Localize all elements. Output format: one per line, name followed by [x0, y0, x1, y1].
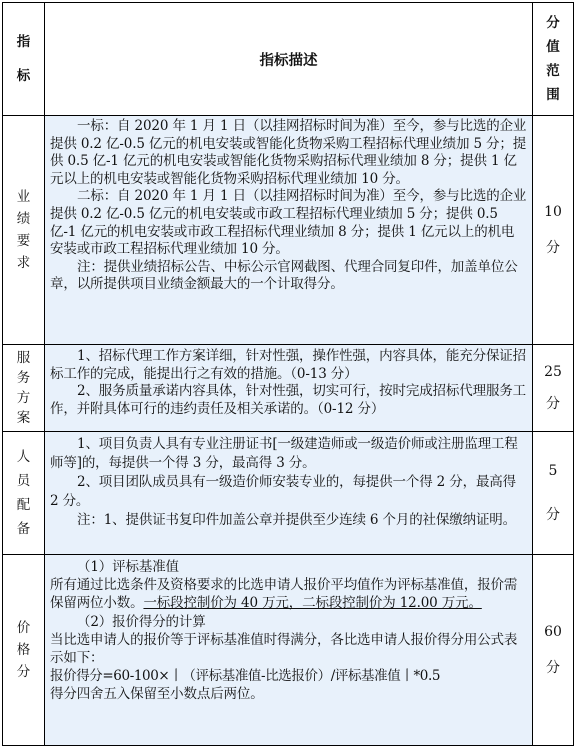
score-value: 5 — [548, 463, 558, 479]
row-description-service-plan — [44, 344, 533, 432]
row-label-performance — [2, 115, 45, 345]
control-price-text: 一标段控制价为 40 万元，二标段控制价为 12.00 万元。 — [143, 595, 482, 612]
row-description-price — [44, 554, 533, 746]
row-label-char: 格 — [16, 642, 31, 658]
header-indicator-char: 标 — [16, 68, 31, 84]
header-description-cell — [44, 2, 533, 116]
header-score-char: 围 — [546, 87, 560, 103]
description-paragraph: 注：1、提供证书复印件加盖公章并提供至少连续 6 个月的社保缴纳证明。 — [77, 512, 517, 528]
benchmark-text: 所有通过比选条件及资格要求的比选申请人报价平均值作为评标基准值，报价需保留两位小数。 — [50, 577, 518, 612]
score-unit: 分 — [546, 507, 560, 523]
row-description-performance — [44, 115, 533, 345]
description-paragraph: 1、招标代理工作方案详细，针对性强，操作性强，内容具体，能充分保证招标工作的完成，能提出行之有效的措施。（0-13 分） — [50, 348, 526, 382]
header-indicator-cell — [2, 2, 45, 116]
row-label-char: 价 — [16, 620, 31, 636]
row-label-price — [2, 554, 45, 746]
row-label-char: 员 — [16, 473, 31, 489]
header-description-label: 指标描述 — [259, 51, 318, 69]
description-paragraph: 当比选申请人的报价等于评标基准值时得满分，各比选申请人报价得分用公式表示如下： — [50, 631, 518, 667]
description-subheading: （1）评标基准值 — [77, 559, 179, 575]
row-score-staffing — [532, 431, 574, 555]
row-label-service-plan — [2, 344, 45, 432]
header-score-char: 值 — [546, 39, 560, 55]
row-label-char: 服 — [16, 350, 31, 366]
row-score-service-plan — [532, 344, 574, 432]
row-label-char: 备 — [16, 521, 31, 537]
header-indicator-char: 指 — [16, 34, 31, 50]
description-paragraph: 1、项目负责人具有专业注册证书[一级建造师或一级造价师或注册监理工程师等]的，每提供一个得 3 分，最高得 3 分。 — [50, 436, 518, 471]
description-paragraph: 一标：自 2020 年 1 月 1 日（以挂网招标时间为准）至今，参与比选的企业提供 0.2 亿-0.5 亿元的机电安装或智能化货物采购工程招标代理业绩加 5 分；提供 0.5 亿-1 亿元的机电安装或智能化货物采购招标代理业绩加 8 分；提供 1 亿元以上的机电安装或智能化货物采购招标代理业绩加 10 分。 — [50, 118, 527, 187]
score-unit: 分 — [546, 396, 560, 412]
row-label-char: 求 — [16, 255, 31, 271]
row-label-char: 务 — [16, 370, 31, 386]
row-score-performance — [532, 115, 574, 345]
row-label-char: 分 — [16, 664, 31, 680]
header-score-range-cell — [532, 2, 574, 116]
header-score-char: 范 — [546, 63, 560, 79]
row-label-char: 人 — [16, 449, 31, 465]
row-label-char: 要 — [16, 233, 31, 249]
header-score-char: 分 — [546, 15, 560, 31]
description-paragraph: 注：提供业绩招标公告、中标公示官网截图、代理合同复印件，加盖单位公章，以所提供项目业绩金额最大的一个计取得分。 — [50, 258, 518, 293]
row-label-char: 案 — [16, 410, 31, 426]
description-paragraph: 得分四舍五入保留至小数点后两位。 — [50, 686, 264, 703]
row-label-char: 方 — [16, 390, 31, 406]
description-paragraph: 2、服务质量承诺内容具体，针对性强，切实可行，按时完成招标代理服务工作，并附具体可行的违约责任及相关承诺的。（0-12 分） — [50, 383, 526, 417]
row-score-price — [532, 554, 574, 746]
score-unit: 分 — [546, 660, 560, 676]
price-formula: 报价得分=60-100×丨（评标基准值-比选报价）/评标基准值丨*0.5 — [50, 668, 441, 685]
score-value: 25 — [544, 364, 562, 380]
description-paragraph: 2、项目团队成员具有一级造价师安装专业的，每提供一个得 2 分，最高得 2 分。 — [50, 474, 517, 509]
score-value: 10 — [544, 204, 562, 220]
description-subheading: （2）报价得分的计算 — [77, 613, 206, 630]
description-paragraph — [50, 576, 527, 612]
row-label-char: 业 — [16, 189, 31, 205]
row-label-char: 配 — [16, 497, 31, 513]
row-label-staffing — [2, 431, 45, 555]
score-value: 60 — [544, 624, 562, 640]
scoring-table — [2, 2, 574, 746]
description-paragraph: 二标：自 2020 年 1 月 1 日（以挂网招标时间为准）至今，参与比选的企业提供 0.2 亿-0.5 亿元的机电安装或市政工程招标代理业绩加 5 分；提供 0.5 亿-1 亿元的机电安装或市政工程招标代理业绩加 8 分；提供 1 亿元以上的机电安装或市政工程招标代理业绩加 10 分。 — [50, 188, 527, 258]
row-description-staffing — [44, 431, 533, 555]
score-unit: 分 — [546, 240, 560, 256]
row-label-char: 绩 — [16, 211, 31, 227]
